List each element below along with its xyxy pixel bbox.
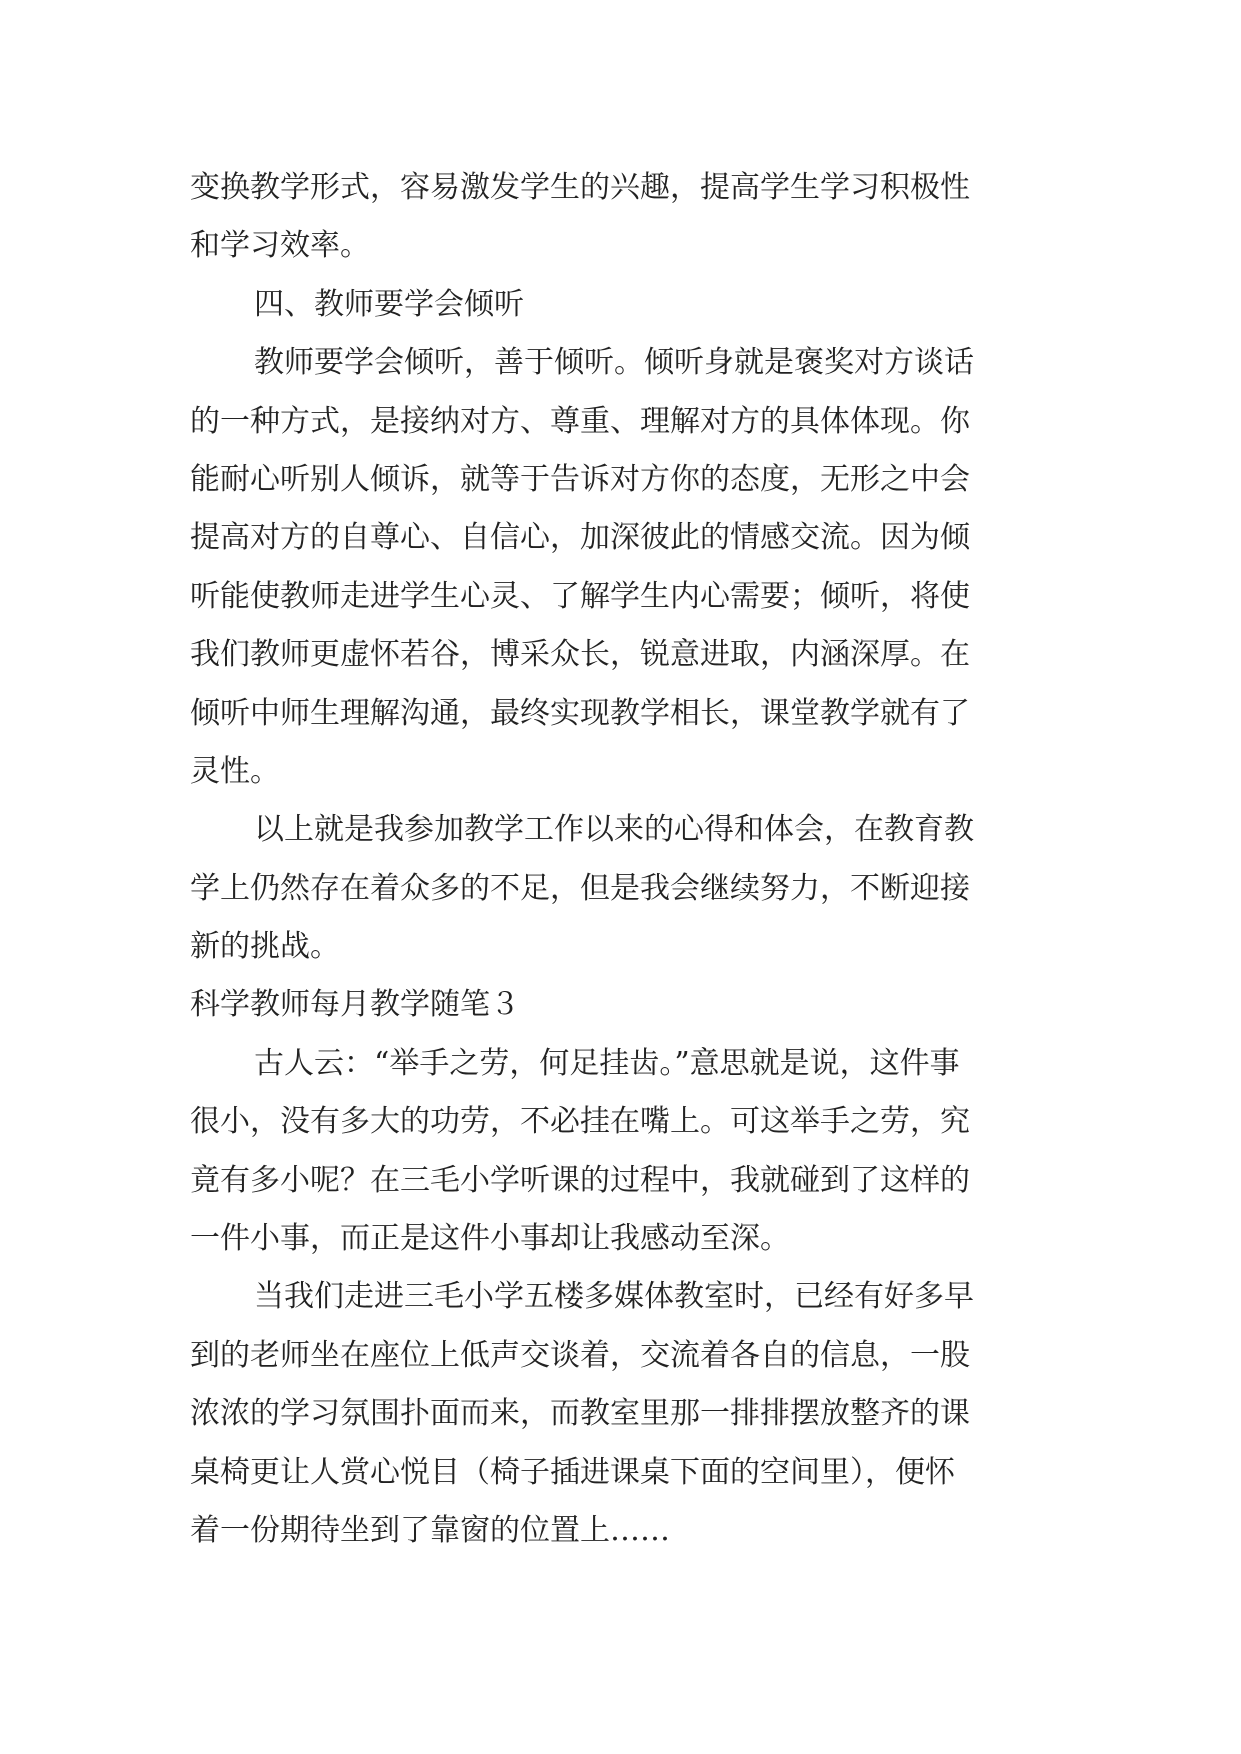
text-line: 很小，没有多大的功劳，不必挂在嘴上。可这举手之劳，究 xyxy=(190,1104,970,1140)
text-line: 到的老师坐在座位上低声交谈着，交流着各自的信息，一股 xyxy=(190,1337,970,1373)
text-line: 能耐心听别人倾诉，就等于告诉对方你的态度，无形之中会 xyxy=(190,461,970,497)
text-line: 一件小事，而正是这件小事却让我感动至深。 xyxy=(190,1221,790,1257)
text-line: 竟有多小呢？在三毛小学听课的过程中，我就碰到了这样的 xyxy=(190,1162,970,1198)
text-line: 听能使教师走进学生心灵、了解学生内心需要；倾听，将使 xyxy=(190,578,970,614)
text-line: 桌椅更让人赏心悦目（椅子插进课桌下面的空间里），便怀 xyxy=(190,1454,955,1490)
text-line: 新的挑战。 xyxy=(190,929,340,965)
article-title: 科学教师每月教学随笔３ xyxy=(190,987,520,1023)
document-page xyxy=(190,159,1055,1560)
text-line: 提高对方的自尊心、自信心，加深彼此的情感交流。因为倾 xyxy=(190,520,970,556)
text-line: 变换教学形式，容易激发学生的兴趣，提高学生学习积极性 xyxy=(190,170,970,205)
text-line: 学上仍然存在着众多的不足，但是我会继续努力，不断迎接 xyxy=(190,870,970,906)
text-line: 和学习效率。 xyxy=(190,228,370,264)
text-line: 当我们走进三毛小学五楼多媒体教室时，已经有好多早 xyxy=(254,1279,974,1315)
text-line: 的一种方式，是接纳对方、尊重、理解对方的具体体现。你 xyxy=(190,403,970,439)
text-line: 以上就是我参加教学工作以来的心得和体会，在教育教 xyxy=(254,812,974,848)
text-line: 浓浓的学习氛围扑面而来，而教室里那一排排摆放整齐的课 xyxy=(190,1396,970,1432)
section-heading: 四、教师要学会倾听 xyxy=(254,286,524,322)
text-line: 我们教师更虚怀若谷，博采众长，锐意进取，内涵深厚。在 xyxy=(190,637,970,673)
text-line: 古人云：“举手之劳，何足挂齿。”意思就是说，这件事 xyxy=(254,1045,960,1081)
text-line: 灵性。 xyxy=(190,753,280,789)
text-line: 倾听中师生理解沟通，最终实现教学相长，课堂教学就有了 xyxy=(190,695,970,731)
text-line: 着一份期待坐到了靠窗的位置上…… xyxy=(190,1512,670,1548)
text-line: 教师要学会倾听，善于倾听。倾听身就是褒奖对方谈话 xyxy=(254,345,974,381)
